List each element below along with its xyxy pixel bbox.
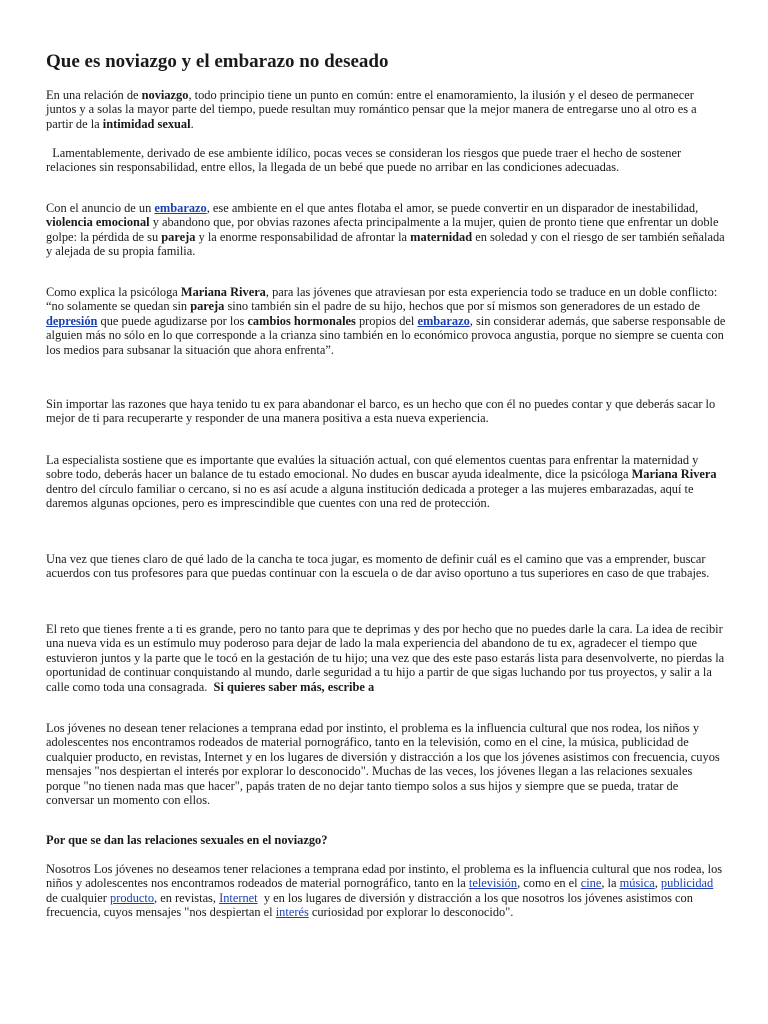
bold-term: cambios hormonales [247, 313, 356, 328]
text: , para las jóvenes que atraviesan por esta experiencia todo se traduce en un doble conflicto: “no solamente se quedan sin [46, 285, 718, 314]
text: de cualquier [46, 890, 110, 905]
text: y en los lugares de diversión y distracción a los que nosotros los jóvenes asistimos con frecuencia, cuyos mensajes "nos despiertan el [46, 890, 697, 920]
text: Lamentablemente, derivado de ese ambiente idílico, pocas veces se consideran los riesgos que puede traer el hecho de sostener relaciones sin responsabilidad, entre ellos, la llegada de un bebé que puede no arribar en las condiciones adecuadas. [46, 146, 685, 175]
paragraph-9 [46, 721, 726, 807]
link-cine[interactable]: cine [580, 876, 602, 891]
link-publicidad[interactable]: publicidad [660, 876, 714, 891]
link-depresion[interactable]: depresión [46, 313, 98, 328]
text: Como explica la psicóloga [46, 285, 181, 299]
paragraph-2 [46, 146, 726, 175]
text: , en revistas, [154, 890, 220, 905]
text: , como en el [517, 876, 581, 891]
document-title: Que es noviazgo y el embarazo no deseado [46, 51, 389, 72]
text: Nosotros Los jóvenes no deseamos tener relaciones a temprana edad por instinto, el problema es la influencia cultural que nos rodea, los niños y adolescentes nos encontramos rodeados de material pornográfico, tanto en la [46, 862, 723, 891]
paragraph-6 [46, 453, 726, 511]
link-producto[interactable]: producto [110, 890, 155, 905]
bold-term: noviazgo [141, 88, 189, 102]
text: propios del [355, 313, 418, 328]
text: que puede agudizarse por los [97, 313, 248, 328]
section-heading: Por que se dan las relaciones sexuales en el noviazgo? [46, 833, 328, 847]
text: La especialista sostiene que es importante que evalúes la situación actual, con qué elementos cuentas para enfrentar la maternidad y sobre todo, deberás hacer un balance de tu estado emocional. No dudes en buscar ayuda idealmente, dice la psicóloga [46, 453, 699, 482]
paragraph-5 [46, 397, 726, 426]
link-embarazo[interactable]: embarazo [154, 201, 207, 215]
bold-term: Mariana Rivera [180, 285, 266, 299]
text: , todo principio tiene un punto en común: entre el enamoramiento, la ilusión y el deseo de permanecer juntos y a solas la mayor parte del tiempo, puede resultan muy romántico pensar que la mejor manera de entregarse uno al otro es a partir de la [46, 88, 697, 131]
bold-term: pareja [190, 299, 225, 314]
text: En una relación de [46, 88, 142, 102]
bold-term: violencia emocional [46, 215, 150, 230]
paragraph-4 [46, 285, 726, 357]
text: Los jóvenes no desean tener relaciones a temprana edad por instinto, el problema es la influencia cultural que nos rodea, los niños y adolescentes nos encontramos rodeados de material pornográfico, tanto en la televisión, como en el cine, la música, publicidad de cualquier producto, en revistas, Internet y en los lugares de diversión y distracción a los que los jóvenes asistimos con frecuencia, cuyos mensajes "nos despiertan el interés por explorar lo desconocido". Muchas de las veces, los jóvenes llegan a las relaciones sexuales porque "no tienen nada mas que hacer", papás traten de no dejar tanto tiempo solos a sus hijos y siempre que se pueda, tratar de conversar un momento con ellos. [46, 721, 720, 808]
text: Una vez que tienes claro de qué lado de la cancha te toca jugar, es momento de definir cuál es el camino que vas a emprender, buscar acuerdos con tus profesores para que puedas continuar con la escuela o de dar aviso oportuno a tus superiores en caso de que trabajes. [46, 552, 710, 581]
link-interes[interactable]: interés [275, 905, 309, 920]
bold-term: intimidad sexual [102, 116, 191, 131]
text: , sin considerar además, que saberse responsable de alguien más no sólo en lo que corresponde a la crianza sino también en lo económico provoca angustia, porque no siempre se cuenta con los medios para subsanar la situación que ahora enfrenta”. [46, 313, 726, 357]
bold-term: Mariana Rivera [631, 467, 717, 482]
link-television[interactable]: televisión [468, 876, 518, 891]
bold-term: maternidad [410, 229, 473, 244]
link-embarazo[interactable]: embarazo [417, 313, 470, 328]
text: Con el anuncio de un [46, 201, 155, 215]
bold-term: pareja [161, 229, 196, 244]
paragraph-1 [46, 88, 726, 131]
paragraph-3 [46, 201, 726, 259]
text: y abandono que, por obvias razones afecta principalmente a la mujer, quien de pronto tiene que enfrentar un doble golpe: la pérdida de su [46, 215, 719, 244]
link-musica[interactable]: música [619, 876, 655, 891]
text: , ese ambiente en el que antes flotaba el amor, se puede convertir en un disparador de inestabilidad, [206, 201, 699, 215]
text: curiosidad por explorar lo desconocido". [308, 905, 514, 920]
text: dentro del círculo familiar o cercano, si no es así acude a alguna institución dedicada a proteger a las mujeres embarazadas, aquí te daremos algunas opciones, pero es imprescindible que cuentes con una red de protección. [46, 481, 694, 511]
text: , la [601, 876, 620, 891]
paragraph-8 [46, 622, 726, 694]
text: y la enorme responsabilidad de afrontar la [195, 229, 411, 244]
text: sino también sin el padre de su hijo, hechos que por sí mismos son generadores de un estado de [224, 299, 700, 314]
paragraph-10 [46, 862, 726, 920]
text: Sin importar las razones que haya tenido tu ex para abandonar el barco, es un hecho que con él no puedes contar y que deberás sacar lo mejor de ti para recuperarte y responder de una manera positiva a esta nueva experiencia. [46, 397, 716, 426]
paragraph-7 [46, 552, 726, 581]
text: , [654, 876, 661, 891]
text: en soledad y con el riesgo de ser también señalada y alejada de su propia familia. [46, 229, 725, 259]
bold-term: Si quieres saber más, escribe a [213, 679, 375, 694]
text: El reto que tienes frente a ti es grande, pero no tanto para que te deprimas y des por hecho que no puedes darle la cara. La idea de recibir una nueva vida es un estímulo muy poderoso para dejar de lado la mala experiencia del abandono de tu ex, agradecer el tiempo que estuvieron juntos y la parte que le tocó en la gestación de tu hijo; una vez que des este paso estarás lista para desenvolverte, no pierdas la oportunidad de continuar conquistando al mundo, darle seguridad a tu hijo a partir de que sigas luchando por tus proyectos, y salir a la calle como toda una consagrada. [46, 622, 728, 694]
text: . [190, 116, 194, 131]
link-internet[interactable]: Internet [219, 890, 258, 905]
